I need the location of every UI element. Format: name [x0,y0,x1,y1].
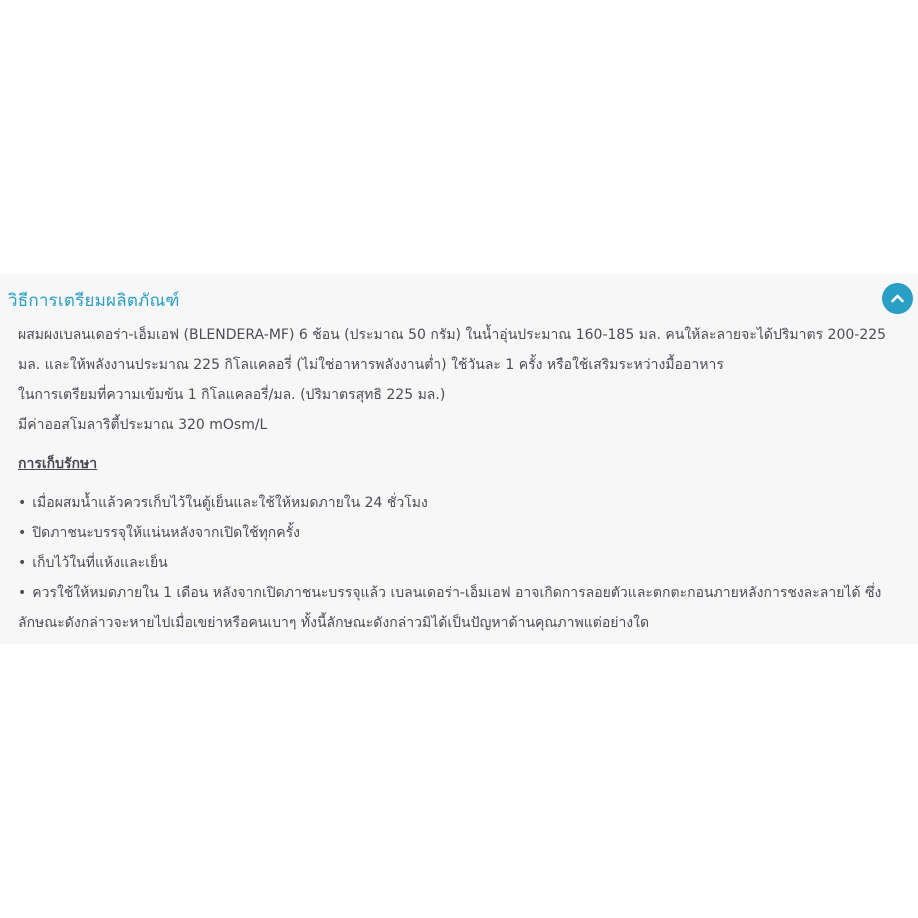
storage-item-text: เก็บไว้ในที่แห้งและเย็น [32,555,168,571]
storage-list-item [18,518,898,548]
preparation-text-line: ผสมผงเบลนเดอร่า-เอ็มเอฟ (BLENDERA-MF) 6 ช้อน (ประมาณ 50 กรัม) ในน้ำอุ่นประมาณ 160-185 มล. คนให้ละลายจะได้ปริมาตร 200-225 [18,327,887,343]
storage-heading: การเก็บรักษา [18,456,98,472]
panel-header[interactable] [0,274,918,324]
collapse-button[interactable] [882,283,913,314]
storage-item-continuation: ลักษณะดังกล่าวจะหายไปเมื่อเขย่าหรือคนเบาๆ ทั้งนี้ลักษณะดังกล่าวมิได้เป็นปัญหาด้านคุณภาพแต่อย่างใด [18,615,650,631]
storage-list-item [18,488,898,518]
storage-list-item [18,548,898,578]
preparation-text-line: ในการเตรียมที่ความเข้มข้น 1 กิโลแคลอรี่/มล. (ปริมาตรสุทธิ 225 มล.) [18,387,446,403]
storage-item-text: ควรใช้ให้หมดภายใน 1 เดือน หลังจากเปิดภาชนะบรรจุแล้ว เบลนเดอร่า-เอ็มเอฟ อาจเกิดการลอยตัวและตกตะกอนภายหลังการชงละลายได้ ซึ่ง [32,585,882,601]
panel-title: วิธีการเตรียมผลิตภัณฑ์ [8,291,180,311]
storage-item-text: เมื่อผสมน้ำแล้วควรเก็บไว้ในตู้เย็นและใช้ให้หมดภายใน 24 ชั่วโมง [32,495,428,511]
preparation-text-line: มล. และให้พลังงานประมาณ 225 กิโลแคลอรี่ (ไม่ใช่อาหารพลังงานต่ำ) ใช้วันละ 1 ครั้ง หรือใช้เสริมระหว่างมื้ออาหาร [18,357,724,373]
storage-list-item [18,578,898,608]
preparation-panel [0,274,918,644]
preparation-text-line: มีค่าออสโมลาริตี้ประมาณ 320 mOsm/L [18,417,268,433]
storage-item-text: ปิดภาชนะบรรจุให้แน่นหลังจากเปิดใช้ทุกครั้ง [32,525,300,541]
chevron-up-icon [890,291,905,306]
panel-body [18,320,898,638]
